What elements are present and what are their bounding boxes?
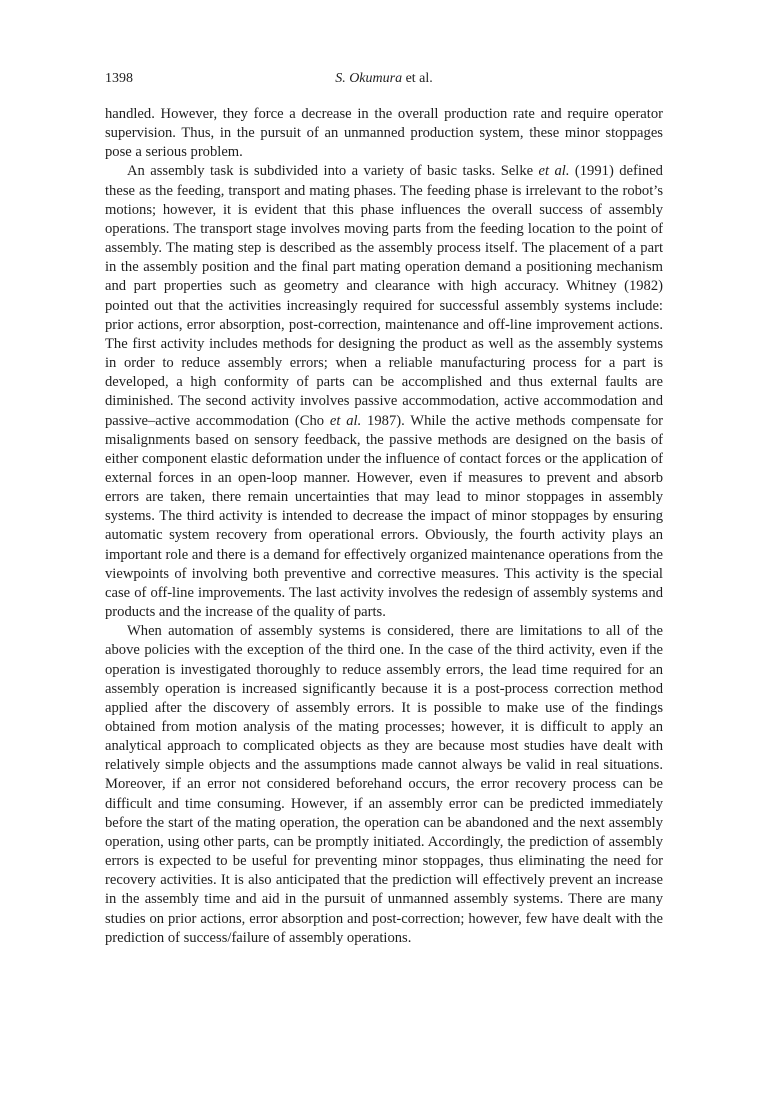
text-run: An assembly task is subdivided into a variety of basic tasks. Selke (127, 163, 539, 180)
body-text (105, 105, 663, 948)
italic-text: et al. (538, 163, 570, 180)
paragraph (105, 622, 663, 948)
page-number: 1398 (105, 71, 133, 86)
italic-text: et al. (329, 412, 362, 429)
author-suffix: et al. (402, 71, 433, 86)
running-head-authors (105, 70, 663, 88)
text-run: 1987). While the active methods compensate for misalignments based on sensory feedback, the passive methods are designed on the basis of either component elastic deformation under the influence of contact forces or the application of external forces in an open-loop manner. However, even if measures to prevent and absorb errors are taken, there remain uncertainties that may lead to minor stoppages in assembly systems. The third activity is intended to decrease the impact of minor stoppages by ensuring automatic system recovery from operational errors. Obviously, the fourth activity plays an important role and there is a demand for effectively organized maintenance operations from the viewpoints of involving both preventive and corrective measures. This activity is the special case of off-line improvements. The last activity involves the redesign of assembly systems and products and the increase of the quality of parts. (105, 412, 663, 621)
author-name: S. Okumura (335, 71, 403, 86)
text-run: When automation of assembly systems is considered, there are limitations to all of the above policies with the exception of the third one. In the case of the third activity, even if the operation is investigated thoroughly to reduce assembly errors, the lead time required for an assembly operation is increased significantly because it is a post-process correction method applied after the discovery of assembly errors. It is possible to make use of the findings obtained from motion analysis of the mating processes; however, it is difficult to apply an analytical approach to complicated objects as they are because most studies have dealt with relatively simple objects and the assumptions made cannot always be valid in real situations. Moreover, if an error not considered beforehand occurs, the error recovery process can be difficult and time consuming. However, if an assembly error can be predicted immediately before the start of the mating operation, the operation can be abandoned and the next assembly operation, using other parts, can be promptly initiated. Accordingly, the prediction of assembly errors is expected to be useful for preventing minor stoppages, thus eliminating the need for recovery activities. It is also anticipated that the prediction will effectively prevent an increase in the assembly time and aid in the pursuit of unmanned assembly systems. There are many studies on prior actions, error absorption and post-correction; however, few have dealt with the prediction of success/failure of assembly operations. (105, 623, 663, 946)
paragraph (105, 162, 663, 622)
paragraph (105, 105, 663, 162)
text-run: (1991) defined these as the feeding, transport and mating phases. The feeding phase is irrelevant to the robot’s motions; however, it is evident that this phase influences the overall success of assembly operations. The transport stage involves moving parts from the feeding location to the point of assembly. The mating step is described as the assembly process itself. The placement of a part in the assembly position and the final part mating operation demand a positioning mechanism and part properties such as geometry and clearance with high accuracy. Whitney (1982) pointed out that the activities increasingly required for successful assembly systems include: prior actions, error absorption, post-correction, maintenance and off-line improvement actions. The first activity includes methods for designing the product as well as the assembly systems in order to reduce assembly errors; when a reliable manufacturing process for a part is developed, a high conformity of parts can be accomplished and thus external faults are diminished. The second activity involves passive accommodation, active accommodation and passive–active accommodation (Cho (105, 163, 663, 429)
text-run: handled. However, they force a decrease in the overall production rate and require operator supervision. Thus, in the pursuit of an unmanned production system, these minor stoppages pose a serious problem. (105, 106, 663, 161)
